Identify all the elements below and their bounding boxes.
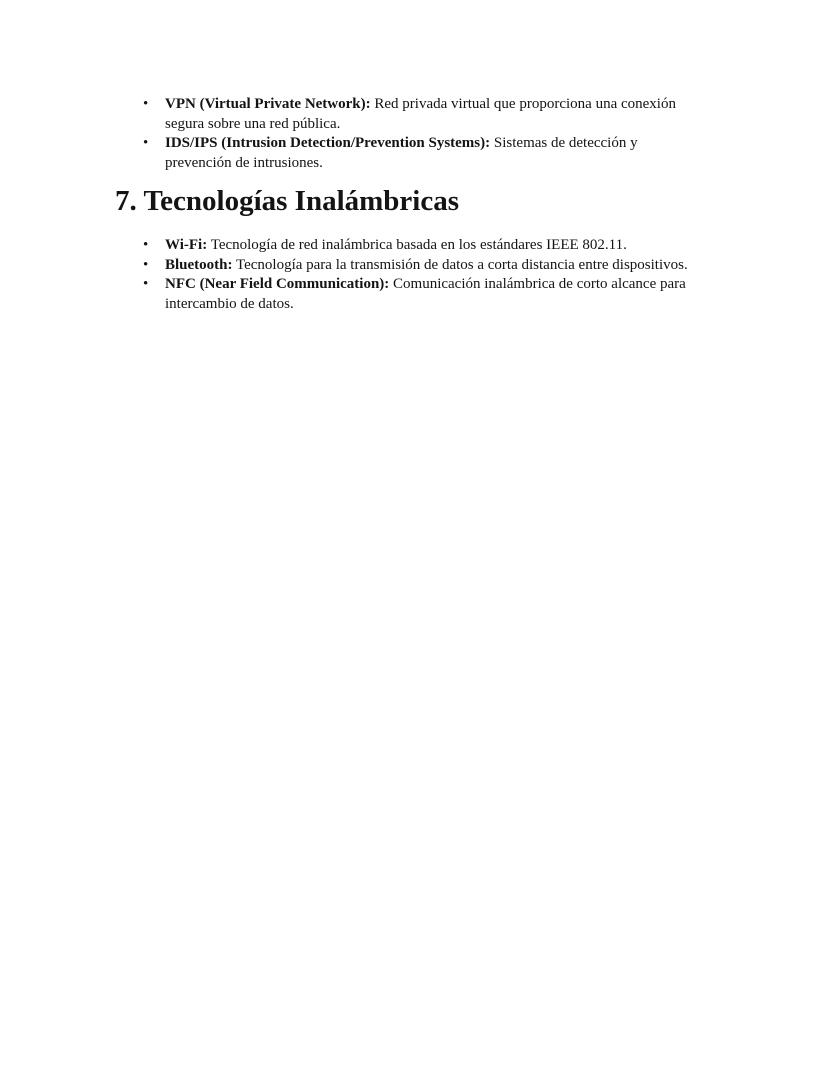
wireless-technologies-list <box>115 236 703 314</box>
list-item-definition: Sistemas de detección y prevención de intrusiones. <box>165 135 638 171</box>
list-item-definition: Red privada virtual que proporciona una conexión segura sobre una red pública. <box>165 96 676 132</box>
list-item-term: Bluetooth: <box>165 256 233 273</box>
list-item-vpn <box>115 95 703 134</box>
list-item-definition: Tecnología para la transmisión de datos a corta distancia entre dispositivos. <box>232 256 688 273</box>
bullet-icon: • <box>143 237 149 253</box>
list-item-bluetooth <box>115 256 703 276</box>
list-item-term: Wi-Fi: <box>165 237 208 253</box>
bullet-icon: • <box>143 256 149 273</box>
list-item-nfc <box>115 275 703 314</box>
list-item-term: IDS/IPS (Intrusion Detection/Prevention Systems): <box>165 135 491 151</box>
security-terms-list <box>115 95 703 173</box>
list-item-term: VPN (Virtual Private Network): <box>165 96 371 112</box>
list-item-wifi <box>115 236 703 256</box>
list-item-definition: Comunicación inalámbrica de corto alcance para intercambio de datos. <box>165 276 686 312</box>
section-heading: 7. Tecnologías Inalámbricas <box>115 185 460 217</box>
bullet-icon: • <box>143 276 149 292</box>
bullet-icon: • <box>143 135 149 151</box>
list-item-definition: Tecnología de red inalámbrica basada en los estándares IEEE 802.11. <box>207 237 627 253</box>
document-content <box>115 95 703 314</box>
bullet-icon: • <box>143 96 149 112</box>
list-item-idsips <box>115 134 703 173</box>
list-item-term: NFC (Near Field Communication): <box>165 276 390 292</box>
